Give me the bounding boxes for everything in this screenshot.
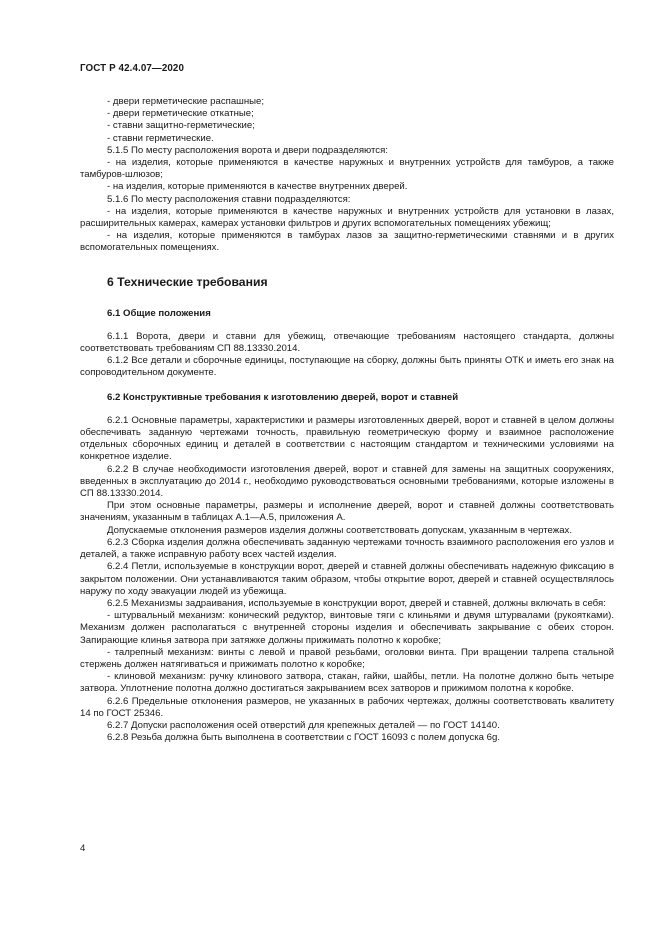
clause-5-1-6: 5.1.6 По месту расположения ставни подразделяются: (107, 193, 351, 205)
list-item: - на изделия, которые применяются в качестве наружных и внутренних устройств для установки в лазах, расширительных камерах, камерах установки фильтров и других вспомогательных помещениях убежищ; (80, 205, 614, 230)
subsection-6-2-title: 6.2 Конструктивные требования к изготовлению дверей, ворот и ставней (107, 391, 459, 403)
clause-6-2-5: 6.2.5 Механизмы задраивания, используемые в конструкции ворот, дверей и ставней, должны включать в себя: (107, 597, 606, 609)
list-item: - штурвальный механизм: конический редуктор, винтовые тяги с клиньями и двумя штурвалами (рукоятками). Механизм должен располагаться с внутренней стороны изделия и обеспечивать закрывание с обеих сторон. Запирающие клинья затвора при затяжке должны прижимать полотно к коробке; (80, 610, 614, 646)
clause-6-1-2: 6.1.2 Все детали и сборочные единицы, поступающие на сборку, должны быть приняты ОТК и иметь его знак на сопроводительном документе. (80, 355, 614, 379)
clause-6-2-6: 6.2.6 Предельные отклонения размеров, не указанных в рабочих чертежах, должны соответствовать квалитету 14 по ГОСТ 25346. (80, 695, 614, 719)
list-item: - двери герметические откатные; (107, 108, 254, 120)
clause-6-2-3: 6.2.3 Сборка изделия должна обеспечивать заданную чертежами точность взаимного расположения его узлов и деталей, а также исправную работу всех частей изделия. (80, 536, 614, 561)
list-item: - талрепный механизм: винты с левой и правой резьбами, оголовки винта. При вращении талрепа стальной стержень должен натягиваться и прижимать полотно к коробке; (80, 646, 614, 670)
document-header: ГОСТ Р 42.4.07—2020 (80, 63, 185, 74)
list-item: - ставни защитно-герметические; (107, 120, 255, 132)
list-item: - на изделия, которые применяются в качестве наружных и внутренних устройств для тамбуров, а также тамбуров-шлюзов; (80, 157, 614, 181)
clause-6-2-2-tolerances: Допускаемые отклонения размеров изделия должны соответствовать допускам, указанным в чертежах. (107, 524, 573, 536)
page-number: 4 (80, 843, 86, 854)
list-item: - на изделия, которые применяются в качестве внутренних дверей. (107, 181, 408, 193)
clause-6-2-2: 6.2.2 В случае необходимости изготовления дверей, ворот и ставней для замены на защитных сооружениях, введенных в эксплуатацию до 2014 г., необходимо руководствоваться основными требованиями, которые изложены в СП 88.13330.2014. (80, 463, 614, 500)
clause-6-2-2-continued: При этом основные параметры, размеры и исполнение дверей, ворот и ставней должны соответствовать значениям, указанным в таблицах А.1—А.5, приложения А. (80, 500, 614, 524)
section-6-title: 6 Технические требования (107, 274, 268, 289)
clause-6-2-7: 6.2.7 Допуски расположения осей отверстий для крепежных деталей — по ГОСТ 14140. (107, 719, 500, 731)
clause-5-1-5: 5.1.5 По месту расположения ворота и двери подразделяются: (107, 144, 388, 156)
list-item: - на изделия, которые применяются в тамбурах лазов за защитно-герметическими ставнями и в других вспомогательных помещениях. (80, 230, 614, 254)
list-item: - ставни герметические. (107, 132, 214, 144)
list-item: - двери герметические распашные; (107, 96, 265, 107)
subsection-6-1-title: 6.1 Общие положения (107, 307, 211, 319)
clause-6-1-1: 6.1.1 Ворота, двери и ставни для убежищ, отвечающие требованиям настоящего стандарта, должны соответствовать требованиям СП 88.13330.2014. (80, 330, 614, 355)
clause-6-2-4: 6.2.4 Петли, используемые в конструкции ворот, дверей и ставней должны обеспечивать надежную фиксацию в закрытом положении. Они устанавливаются таким образом, чтобы открытие ворот, дверей и ставней осуществлялось наружу по ходу эвакуации людей из убежища. (80, 561, 614, 597)
clause-6-2-1: 6.2.1 Основные параметры, характеристики и размеры изготовленных дверей, ворот и ставней в целом должны обеспечивать заданную чертежами точность, правильную геометрическую форму и взаимное расположение отдельных сборочных единиц и деталей в соответствии с настоящим стандартом и техническими условиями на конкретное изделие. (80, 414, 614, 463)
clause-6-2-8: 6.2.8 Резьба должна быть выполнена в соответствии с ГОСТ 16093 с полем допуска 6g. (107, 732, 500, 744)
page-content (80, 96, 614, 744)
list-item: - клиновой механизм: ручку клинового затвора, стакан, гайки, шайбы, петли. На полотне должно быть четыре затвора. Уплотнение полотна должно достигаться закрыванием всех затворов и прижимом полотна к коробке. (80, 671, 614, 695)
